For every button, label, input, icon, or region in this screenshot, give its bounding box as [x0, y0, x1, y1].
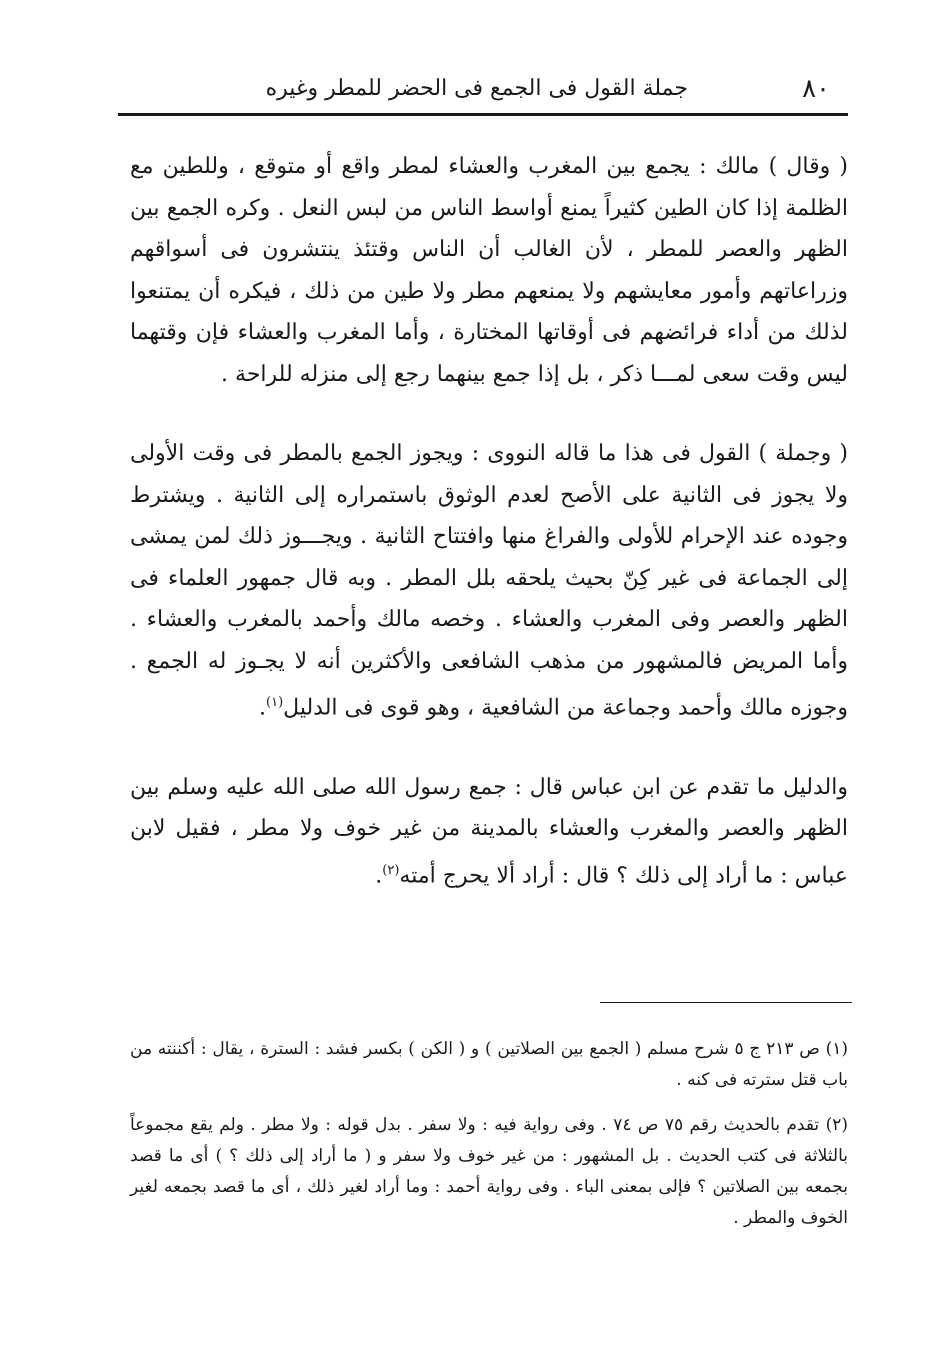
paragraph-nawawi: [130, 433, 848, 729]
header-rule: [118, 113, 848, 116]
paragraph-text: ( وقال ) مالك : يجمع بين المغرب والعشاء لمطر واقع أو متوقع ، وللطين مع الظلمة إذا كان الطين كثيراً يمنع أواسط الناس من لبس النعل . وكره الجمع بين الظهر والعصر للمطر ، لأن الغالب أن الناس وقتئذ ينتشرون فى أسواقهم وزراعاتهم وأمور معايشهم ولا يمنعهم مطر ولا طين من ذلك ، فيكره أن يمتنعوا لذلك من أداء فرائضهم فى أوقاتها المختارة ، وأما المغرب والعشاء فإن وقتهما ليس وقت سعى لمـــا ذكر ، بل إذا جمع بينهما رجع إلى منزله للراحة .: [130, 154, 848, 387]
footnote-1: (١) ص ٢١٣ ج ٥ شرح مسلم ( الجمع بين الصلاتين ) و ( الكن ) بكسر فشد : السترة ، يقال : أكننته من باب قتل سترته فى كنه .: [130, 1039, 849, 1090]
paragraph-malik: [130, 146, 848, 395]
page-number: ٨٠: [802, 74, 830, 104]
footnote-ref: (١): [266, 695, 284, 710]
footnotes: [130, 1034, 848, 1248]
footnote-separator: [600, 1002, 852, 1003]
footnote-2: (٢) تقدم بالحديث رقم ٧٥ ص ٧٤ . وفى رواية فيه : ولا سفر . بدل قوله : ولا مطر . ولم يقع مجموعاً بالثلاثة فى كتب الحديث . بل المشهور : من غير خوف ولا سفر و ( ما أراد إلى ذلك ؟ ) أى ما قصد بجمعه بين الصلاتين ؟ فإلى بمعنى الباء . وفى رواية أحمد : وما أراد لغير ذلك ، أى ما قصد بجمعه لغير الخوف والمطر .: [130, 1115, 848, 1228]
running-title: جملة القول فى الجمع فى الحضر للمطر وغيره: [265, 76, 688, 101]
paragraph-text: والدليل ما تقدم عن ابن عباس قال : جمع رسول الله صلى الله عليه وسلم بين الظهر والعصر والمغرب والعشاء بالمدينة من غير خوف ولا مطر ، فقيل لابن عباس : ما أراد إلى ذلك ؟ قال : أراد ألا يحرج أمته: [130, 774, 848, 889]
body-text: [130, 146, 848, 935]
page-header: [118, 72, 848, 116]
paragraph-tail: .: [259, 695, 267, 721]
paragraph-evidence: [130, 767, 848, 897]
footnote-ref: (٢): [382, 862, 400, 878]
paragraph-tail: .: [375, 863, 383, 889]
paragraph-text: ( وجملة ) القول فى هذا ما قاله النووى : ويجوز الجمع بالمطر فى وقت الأولى ولا يجوز فى الثانية على الأصح لعدم الوثوق باستمراره إلى الثانية . ويشترط وجوده عند الإحرام للأولى والفراغ منها وافتتاح الثانية . ويجـــوز ذلك لمن يمشى إلى الجماعة فى غير كِنّ بحيث يلحقه بلل المطر . وبه قال جمهور العلماء فى الظهر والعصر وفى المغرب والعشاء . وخصه مالك وأحمد بالمغرب والعشاء . وأما المريض فالمشهور من مذهب الشافعى والأكثرين أنه لا يجـوز له الجمع . وجوزه مالك وأحمد وجماعة من الشافعية ، وهو قوى فى الدليل: [130, 441, 848, 721]
